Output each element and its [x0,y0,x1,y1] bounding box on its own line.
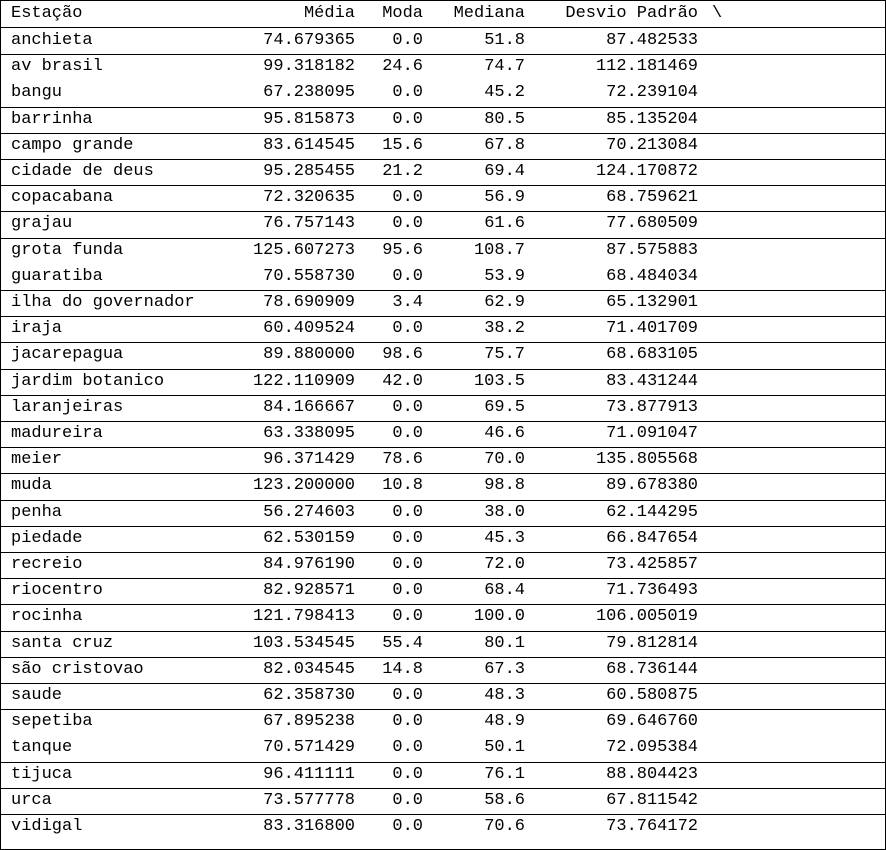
cell-estacao: meier [11,450,63,470]
cell-mediana: 72.0 [484,555,525,574]
row-divider [1,133,885,134]
cell-moda: 55.4 [382,633,423,653]
cell-media: 74.679365 [263,31,355,50]
header-moda: Moda [382,4,423,23]
row-divider [1,290,885,291]
table-row [1,788,885,814]
cell-mediana: 76.1 [484,764,525,784]
cell-moda: 0.0 [392,607,423,627]
row-divider [1,473,885,474]
cell-estacao: riocentro [11,581,103,601]
cell-desvio-padrao: 83.431244 [606,371,698,391]
cell-estacao: jardim botanico [11,371,165,391]
cell-mediana: 48.3 [484,686,525,705]
row-divider [1,657,885,658]
table-row [1,211,885,237]
cell-desvio-padrao: 112.181469 [595,57,698,77]
cell-mediana: 67.3 [484,659,525,679]
cell-media: 56.274603 [263,502,355,522]
table-row [1,133,885,159]
cell-media: 125.607273 [252,240,355,260]
cell-media: 60.409524 [263,319,355,339]
table-row [1,709,885,735]
table-row [1,473,885,499]
cell-estacao: grajau [11,214,73,234]
row-divider [1,447,885,448]
table-row [1,762,885,788]
cell-desvio-padrao: 88.804423 [606,764,698,784]
cell-mediana: 46.6 [484,424,525,443]
table-row [1,316,885,342]
row-divider [1,159,885,160]
cell-moda: 42.0 [382,371,423,391]
cell-desvio-padrao: 73.425857 [606,555,698,574]
row-divider [1,238,885,239]
cell-mediana: 61.6 [484,214,525,234]
cell-estacao: guaratiba [11,266,103,286]
cell-desvio-padrao: 60.580875 [606,686,698,705]
cell-estacao: anchieta [11,31,93,50]
cell-mediana: 45.2 [484,83,525,103]
cell-moda: 0.0 [392,738,423,758]
table-row [1,500,885,526]
cell-mediana: 38.0 [484,502,525,522]
table-row [1,28,885,54]
cell-desvio-padrao: 71.736493 [606,581,698,601]
row-divider [1,185,885,186]
cell-media: 83.316800 [263,817,355,836]
cell-desvio-padrao: 89.678380 [606,476,698,496]
cell-estacao: saude [11,686,63,705]
cell-mediana: 50.1 [484,738,525,758]
cell-mediana: 70.0 [484,450,525,470]
cell-desvio-padrao: 71.091047 [606,424,698,443]
table-row [1,107,885,133]
cell-mediana: 80.1 [484,633,525,653]
cell-media: 73.577778 [263,790,355,810]
header-desvio-padrao: Desvio Padrão [565,4,698,23]
cell-desvio-padrao: 72.239104 [606,83,698,103]
row-divider [1,552,885,553]
cell-mediana: 62.9 [484,293,525,312]
cell-mediana: 68.4 [484,581,525,601]
cell-estacao: piedade [11,528,83,548]
table-row [1,185,885,211]
cell-mediana: 108.7 [473,240,525,260]
row-divider [1,526,885,527]
table-row [1,54,885,80]
cell-desvio-padrao: 65.132901 [606,293,698,312]
cell-mediana: 38.2 [484,319,525,339]
table-row [1,526,885,552]
cell-desvio-padrao: 73.764172 [606,817,698,836]
table-row [1,342,885,368]
cell-moda: 24.6 [382,57,423,77]
row-divider [1,54,885,55]
row-divider [1,421,885,422]
row-divider [1,395,885,396]
cell-media: 70.558730 [263,266,355,286]
cell-moda: 0.0 [392,397,423,417]
cell-moda: 0.0 [392,109,423,129]
cell-media: 99.318182 [263,57,355,77]
row-divider [1,814,885,815]
cell-media: 122.110909 [252,371,355,391]
cell-moda: 0.0 [392,686,423,705]
cell-mediana: 100.0 [473,607,525,627]
cell-mediana: 98.8 [484,476,525,496]
cell-moda: 0.0 [392,424,423,443]
row-divider [1,316,885,317]
cell-estacao: madureira [11,424,103,443]
cell-moda: 0.0 [392,581,423,601]
cell-media: 121.798413 [252,607,355,627]
table-row [1,578,885,604]
cell-desvio-padrao: 68.759621 [606,188,698,208]
cell-moda: 0.0 [392,319,423,339]
cell-desvio-padrao: 73.877913 [606,397,698,417]
row-divider [1,107,885,108]
cell-estacao: ilha do governador [11,293,195,312]
table-row [1,735,885,761]
cell-mediana: 74.7 [484,57,525,77]
cell-media: 82.928571 [263,581,355,601]
cell-moda: 0.0 [392,712,423,732]
cell-desvio-padrao: 87.575883 [606,240,698,260]
cell-moda: 0.0 [392,790,423,810]
table-row [1,369,885,395]
cell-estacao: santa cruz [11,633,114,653]
cell-mediana: 58.6 [484,790,525,810]
cell-desvio-padrao: 85.135204 [606,109,698,129]
cell-moda: 0.0 [392,188,423,208]
cell-media: 103.534545 [252,633,355,653]
row-divider [1,604,885,605]
cell-estacao: rocinha [11,607,83,627]
cell-estacao: penha [11,502,63,522]
table-header-row [1,1,885,28]
cell-estacao: jacarepagua [11,345,124,365]
table-row [1,657,885,683]
cell-media: 95.815873 [263,109,355,129]
cell-mediana: 103.5 [473,371,525,391]
cell-desvio-padrao: 135.805568 [595,450,698,470]
cell-estacao: são cristovao [11,659,144,679]
table-row [1,447,885,473]
cell-mediana: 51.8 [484,31,525,50]
table-row [1,552,885,578]
cell-media: 96.371429 [263,450,355,470]
table-row [1,264,885,290]
cell-moda: 0.0 [392,266,423,286]
cell-desvio-padrao: 79.812814 [606,633,698,653]
header-media: Média [303,4,355,23]
header-continuation-mark: \ [712,4,723,23]
cell-moda: 0.0 [392,83,423,103]
cell-mediana: 70.6 [484,817,525,836]
table-row [1,238,885,264]
cell-media: 76.757143 [263,214,355,234]
table-row [1,814,885,840]
cell-estacao: cidade de deus [11,162,154,181]
cell-media: 78.690909 [263,293,355,312]
row-divider [1,709,885,710]
cell-desvio-padrao: 68.683105 [606,345,698,365]
header-estacao: Estação [11,4,83,23]
cell-media: 123.200000 [252,476,355,496]
cell-moda: 95.6 [382,240,423,260]
cell-mediana: 80.5 [484,109,525,129]
cell-desvio-padrao: 87.482533 [606,31,698,50]
cell-media: 63.338095 [263,424,355,443]
cell-estacao: campo grande [11,135,134,155]
cell-estacao: bangu [11,83,63,103]
table-row [1,80,885,106]
cell-mediana: 75.7 [484,345,525,365]
cell-media: 62.358730 [263,686,355,705]
cell-estacao: copacabana [11,188,114,208]
cell-moda: 10.8 [382,476,423,496]
cell-media: 70.571429 [263,738,355,758]
cell-mediana: 69.5 [484,397,525,417]
cell-estacao: tanque [11,738,73,758]
cell-mediana: 48.9 [484,712,525,732]
cell-moda: 0.0 [392,31,423,50]
row-divider [1,683,885,684]
row-divider [1,211,885,212]
table-row [1,604,885,630]
cell-moda: 0.0 [392,214,423,234]
cell-estacao: iraja [11,319,63,339]
cell-estacao: vidigal [11,817,83,836]
cell-media: 82.034545 [263,659,355,679]
table-row [1,290,885,316]
header-mediana: Mediana [453,4,525,23]
cell-moda: 0.0 [392,817,423,836]
cell-media: 89.880000 [263,345,355,365]
cell-moda: 0.0 [392,528,423,548]
row-divider [1,578,885,579]
table-row [1,631,885,657]
cell-estacao: muda [11,476,52,496]
cell-desvio-padrao: 77.680509 [606,214,698,234]
header-divider [1,27,885,28]
row-divider [1,342,885,343]
cell-desvio-padrao: 71.401709 [606,319,698,339]
cell-estacao: laranjeiras [11,397,124,417]
row-divider [1,500,885,501]
cell-estacao: tijuca [11,764,73,784]
cell-desvio-padrao: 69.646760 [606,712,698,732]
cell-moda: 15.6 [382,135,423,155]
table-row [1,421,885,447]
cell-estacao: barrinha [11,109,93,129]
cell-estacao: sepetiba [11,712,93,732]
cell-desvio-padrao: 72.095384 [606,738,698,758]
cell-moda: 3.4 [392,293,423,312]
cell-moda: 0.0 [392,502,423,522]
cell-desvio-padrao: 124.170872 [595,162,698,181]
cell-moda: 0.0 [392,764,423,784]
cell-media: 84.166667 [263,397,355,417]
cell-media: 83.614545 [263,135,355,155]
cell-mediana: 67.8 [484,135,525,155]
cell-estacao: av brasil [11,57,103,77]
cell-media: 72.320635 [263,188,355,208]
cell-mediana: 69.4 [484,162,525,181]
cell-mediana: 56.9 [484,188,525,208]
row-divider [1,369,885,370]
row-divider [1,788,885,789]
cell-media: 95.285455 [263,162,355,181]
cell-estacao: grota funda [11,240,124,260]
cell-desvio-padrao: 67.811542 [606,790,698,810]
cell-moda: 0.0 [392,555,423,574]
cell-mediana: 45.3 [484,528,525,548]
cell-moda: 98.6 [382,345,423,365]
cell-desvio-padrao: 70.213084 [606,135,698,155]
cell-media: 84.976190 [263,555,355,574]
cell-desvio-padrao: 68.484034 [606,266,698,286]
cell-estacao: recreio [11,555,83,574]
row-divider [1,631,885,632]
cell-estacao: urca [11,790,52,810]
cell-mediana: 53.9 [484,266,525,286]
cell-desvio-padrao: 62.144295 [606,502,698,522]
cell-desvio-padrao: 68.736144 [606,659,698,679]
cell-desvio-padrao: 66.847654 [606,528,698,548]
cell-moda: 14.8 [382,659,423,679]
cell-media: 62.530159 [263,528,355,548]
cell-moda: 21.2 [382,162,423,181]
cell-media: 67.895238 [263,712,355,732]
table-row [1,683,885,709]
table-row [1,159,885,185]
cell-moda: 78.6 [382,450,423,470]
row-divider [1,762,885,763]
table-row [1,395,885,421]
cell-media: 96.411111 [263,764,355,784]
cell-desvio-padrao: 106.005019 [595,607,698,627]
cell-media: 67.238095 [263,83,355,103]
